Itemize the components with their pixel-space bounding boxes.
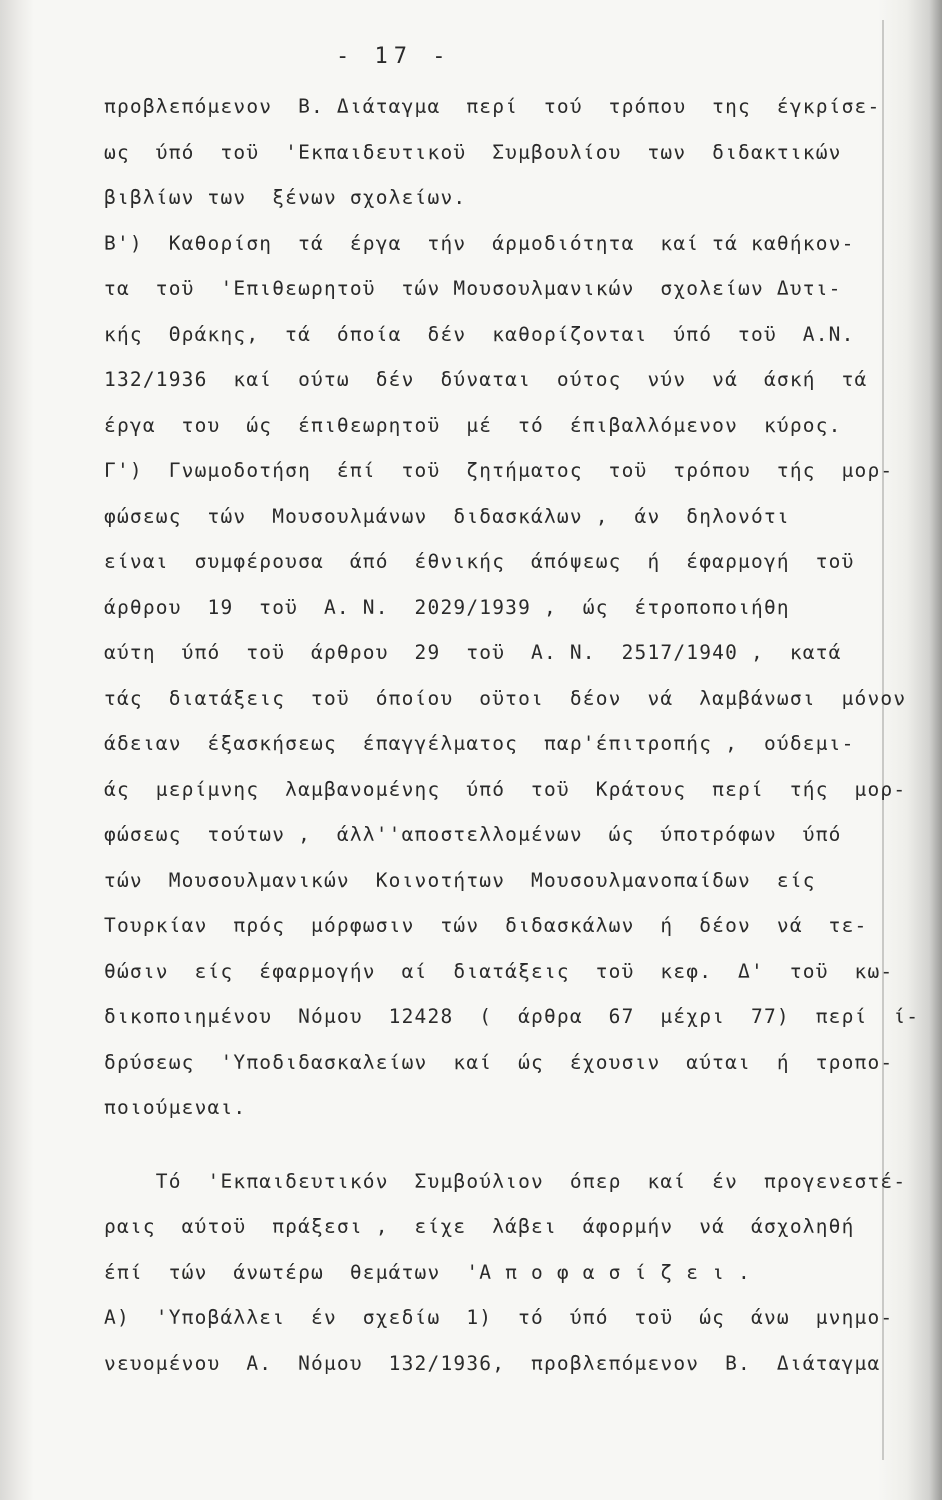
text-line: άρθρου 19 τοϋ Α. Ν. 2029/1939 , ώς έτροποποιήθη (104, 595, 790, 619)
text-line: κής Θράκης, τά όποία δέν καθορίζονται ύπό τοϋ Α.Ν. (104, 322, 855, 346)
text-line: φώσεως τούτων , άλλ''αποστελλομένων ώς ύποτρόφων ύπό (104, 823, 842, 846)
text-line: έργα του ώς έπιθεωρητοϋ μέ τό έπιβαλλόμενον κύρος. (104, 413, 842, 437)
text-line: βιβλίων των ξένων σχολείων. (104, 186, 467, 209)
text-line: άς μερίμνης λαμβανομένης ύπό τοϋ Κράτους περί τής μορ- (104, 777, 907, 801)
text-line: αύτη ύπό τοϋ άρθρου 29 τοϋ Α. Ν. 2517/1940 , κατά (104, 641, 842, 664)
text-line (104, 1131, 904, 1159)
text-line: τάς διατάξεις τοϋ όποίου οϋτοι δέον νά λαμβάνωσι μόνον (104, 686, 907, 710)
text-line: ποιούμεναι. (104, 1096, 247, 1119)
text-line: προβλεπόμενον Β. Διάταγμα περί τού τρόπου της έγκρίσε- (104, 95, 881, 118)
text-line: δικοποιημένου Νόμου 12428 ( άρθρα 67 μέχρι 77) περί ί- (104, 1005, 920, 1028)
text-line: δρύσεως 'Υποδιδασκαλείων καί ώς έχουσιν αύται ή τροπο- (104, 1050, 894, 1074)
page-number: - 17 - (336, 44, 452, 69)
text-line: νευομένου Α. Νόμου 132/1936, προβλεπόμενον Β. Διάταγμα (104, 1351, 881, 1375)
text-line: τα τοϋ 'Επιθεωρητοϋ τών Μουσουλμανικών σχολείων Δυτι- (104, 277, 842, 300)
text-line: έπί τών άνωτέρω θεμάτων 'Α π ο φ α σ ί ζ ε ι . (104, 1260, 751, 1284)
text-line: άδειαν έξασκήσεως έπαγγέλματος παρ'έπιτροπής , ούδεμι- (104, 732, 855, 755)
text-line: ως ύπό τοϋ 'Εκπαιδευτικοϋ Συμβουλίου των διδακτικών (104, 140, 842, 164)
text-line: 132/1936 καί ούτω δέν δύναται ούτος νύν νά άσκή τά (104, 368, 868, 391)
text-line: Τουρκίαν πρός μόρφωσιν τών διδασκάλων ή δέον νά τε- (104, 914, 868, 937)
text-line: Τό 'Εκπαιδευτικόν Συμβούλιον όπερ καί έν προγενεστέ- (104, 1169, 907, 1193)
text-line: Α) 'Υποβάλλει έν σχεδίω 1) τό ύπό τοϋ ώς άνω μνημο- (104, 1306, 894, 1329)
text-line: είναι συμφέρουσα άπό έθνικής άπόψεως ή έφαρμογή τοϋ (104, 550, 855, 573)
text-line: Γ') Γνωμοδοτήση έπί τοϋ ζητήματος τοϋ τρόπου τής μορ- (104, 459, 894, 482)
text-line: φώσεως τών Μουσουλμάνων διδασκάλων , άν δηλονότι (104, 504, 790, 528)
text-line: τών Μουσουλμανικών Κοινοτήτων Μουσουλμανοπαίδων είς (104, 868, 816, 892)
text-line: Β') Καθορίση τά έργα τήν άρμοδιότητα καί τά καθήκον- (104, 231, 855, 255)
text-line: ραις αύτοϋ πράξεσι , είχε λάβει άφορμήν νά άσχοληθή (104, 1215, 855, 1238)
text-line: θώσιν είς έφαρμογήν αί διατάξεις τοϋ κεφ. Δ' τοϋ κω- (104, 959, 894, 983)
scan-left-edge (0, 0, 34, 1500)
body-text (104, 84, 920, 1386)
